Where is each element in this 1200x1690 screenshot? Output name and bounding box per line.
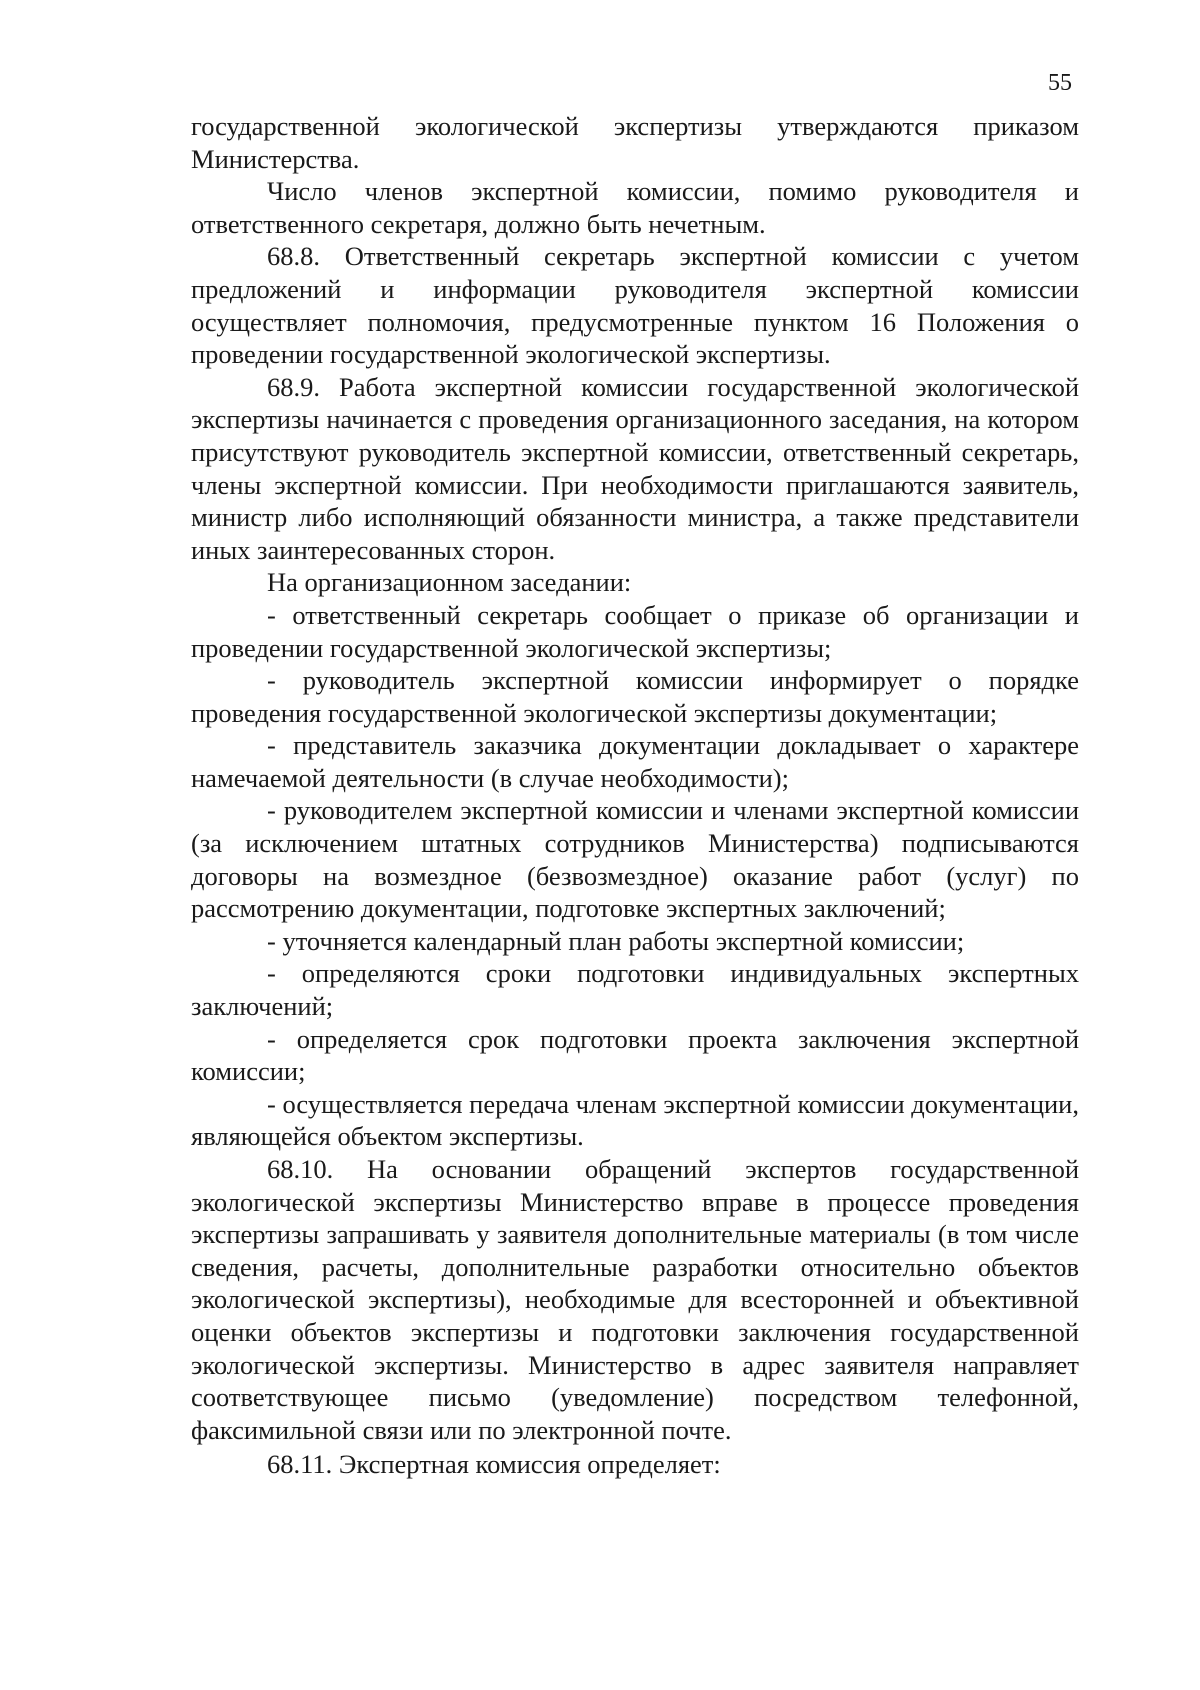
paragraph-68-9: 68.9. Работа экспертной комиссии государственной экологической экспертизы начинается с проведения организационного заседания, на котором присутствуют руководитель экспертной комиссии, ответственный секретарь, члены экспертной комиссии. При необходимости приглашаются заявитель, министр либо исполняющий обязанности министра, а также представители иных заинтересованных сторон. — [191, 371, 1079, 565]
page-number: 55 — [1048, 70, 1072, 96]
list-item-secretary: - ответственный секретарь сообщает о приказе об организации и проведении государственной экологической экспертизы; — [191, 599, 1079, 663]
paragraph-68-11: 68.11. Экспертная комиссия определяет: — [267, 1449, 721, 1480]
document-body — [191, 110, 1079, 1481]
list-item-customer-report: - представитель заказчика документации докладывает о характере намечаемой деятельности (в случае необходимости); — [191, 730, 1079, 793]
list-item-calendar-plan: - уточняется календарный план работы экспертной комиссии; — [267, 925, 965, 956]
paragraph-continuation: государственной экологической экспертизы утверждаются приказом Министерства. — [191, 111, 1079, 174]
paragraph-68-8: 68.8. Ответственный секретарь экспертной комиссии с учетом предложений и информации руководителя экспертной комиссии осуществляет полномочия, предусмотренные пунктом 16 Положения о проведении государственной экологической экспертизы. — [191, 241, 1079, 370]
list-item-contracts: - руководителем экспертной комиссии и членами экспертной комиссии (за исключением штатных сотрудников Министерства) подписываются договоры на возмездное (безвозмездное) оказание работ (услуг) по рассмотрению документации, подготовке экспертных заключений; — [191, 795, 1079, 924]
paragraph-meeting-intro: На организационном заседании: — [267, 567, 632, 598]
list-item-individual-deadlines: - определяются сроки подготовки индивидуальных экспертных заключений; — [191, 958, 1079, 1022]
list-item-head-informs: - руководитель экспертной комиссии информирует о порядке проведения государственной экологической экспертизы документации; — [191, 665, 1079, 728]
paragraph-68-10: 68.10. На основании обращений экспертов государственной экологической экспертизы Министерство вправе в процессе проведения экспертизы запрашивать у заявителя дополнительные материалы (в том числе сведения, расчеты, дополнительные разработки относительно объектов экологической экспертизы), необходимые для всесторонней и объективной оценки объектов экспертизы и подготовки заключения государственной экологической экспертизы. Министерство в адрес заявителя направляет соответствующее письмо (уведомление) посредством телефонной, факсимильной связи или по электронной почте. — [191, 1154, 1079, 1445]
list-item-transfer-documents: - осуществляется передача членам экспертной комиссии документации, являющейся объектом экспертизы. — [191, 1088, 1079, 1152]
paragraph-commission-members: Число членов экспертной комиссии, помимо руководителя и ответственного секретаря, должно быть нечетным. — [191, 176, 1079, 239]
list-item-draft-deadline: - определяется срок подготовки проекта заключения экспертной комиссии; — [191, 1023, 1079, 1087]
